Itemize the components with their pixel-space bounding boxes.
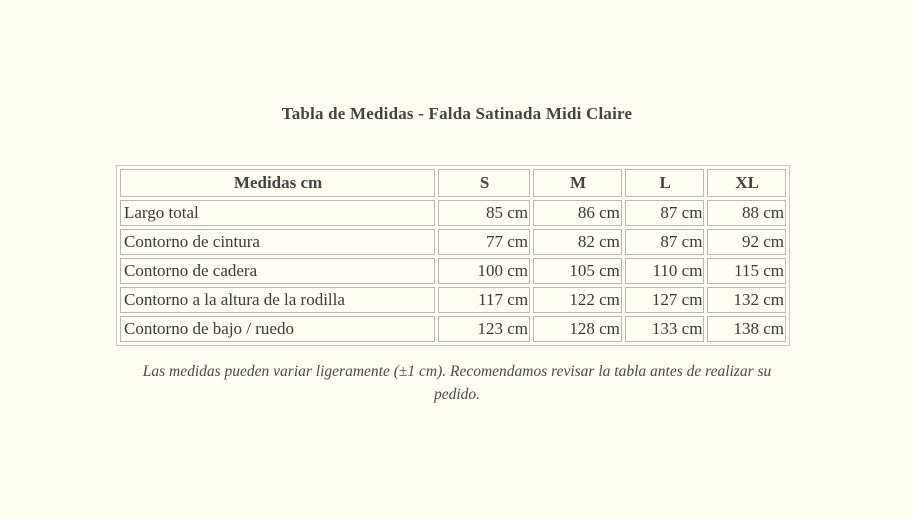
- cell-l: 110 cm: [625, 258, 705, 284]
- cell-s: 85 cm: [438, 200, 530, 226]
- cell-m: 128 cm: [533, 316, 622, 342]
- header-size-l: L: [625, 169, 705, 197]
- table-row: [120, 229, 786, 255]
- header-size-xl: XL: [707, 169, 786, 197]
- row-label: Contorno a la altura de la rodilla: [120, 287, 435, 313]
- cell-xl: 115 cm: [707, 258, 786, 284]
- row-label: Contorno de bajo / ruedo: [120, 316, 435, 342]
- header-size-m: M: [533, 169, 622, 197]
- cell-l: 87 cm: [625, 200, 705, 226]
- size-chart-table: [116, 165, 790, 346]
- cell-s: 77 cm: [438, 229, 530, 255]
- header-size-s: S: [438, 169, 530, 197]
- cell-s: 100 cm: [438, 258, 530, 284]
- cell-l: 133 cm: [625, 316, 705, 342]
- table-row: [120, 258, 786, 284]
- table-row: [120, 200, 786, 226]
- cell-m: 86 cm: [533, 200, 622, 226]
- table-row: [120, 287, 786, 313]
- page-title: Tabla de Medidas - Falda Satinada Midi Claire: [281, 104, 633, 123]
- cell-xl: 92 cm: [707, 229, 786, 255]
- cell-xl: 138 cm: [707, 316, 786, 342]
- cell-m: 105 cm: [533, 258, 622, 284]
- table-header-row: [120, 169, 786, 197]
- cell-xl: 88 cm: [707, 200, 786, 226]
- row-label: Contorno de cintura: [120, 229, 435, 255]
- cell-s: 123 cm: [438, 316, 530, 342]
- cell-xl: 132 cm: [707, 287, 786, 313]
- cell-l: 127 cm: [625, 287, 705, 313]
- measurement-note: Las medidas pueden variar ligeramente (±1 cm). Recomendamos revisar la tabla antes de realizar su pedido.: [142, 363, 772, 403]
- row-label: Largo total: [120, 200, 435, 226]
- cell-m: 82 cm: [533, 229, 622, 255]
- table-row: [120, 316, 786, 342]
- cell-l: 87 cm: [625, 229, 705, 255]
- header-measurements: Medidas cm: [120, 169, 435, 197]
- cell-s: 117 cm: [438, 287, 530, 313]
- cell-m: 122 cm: [533, 287, 622, 313]
- row-label: Contorno de cadera: [120, 258, 435, 284]
